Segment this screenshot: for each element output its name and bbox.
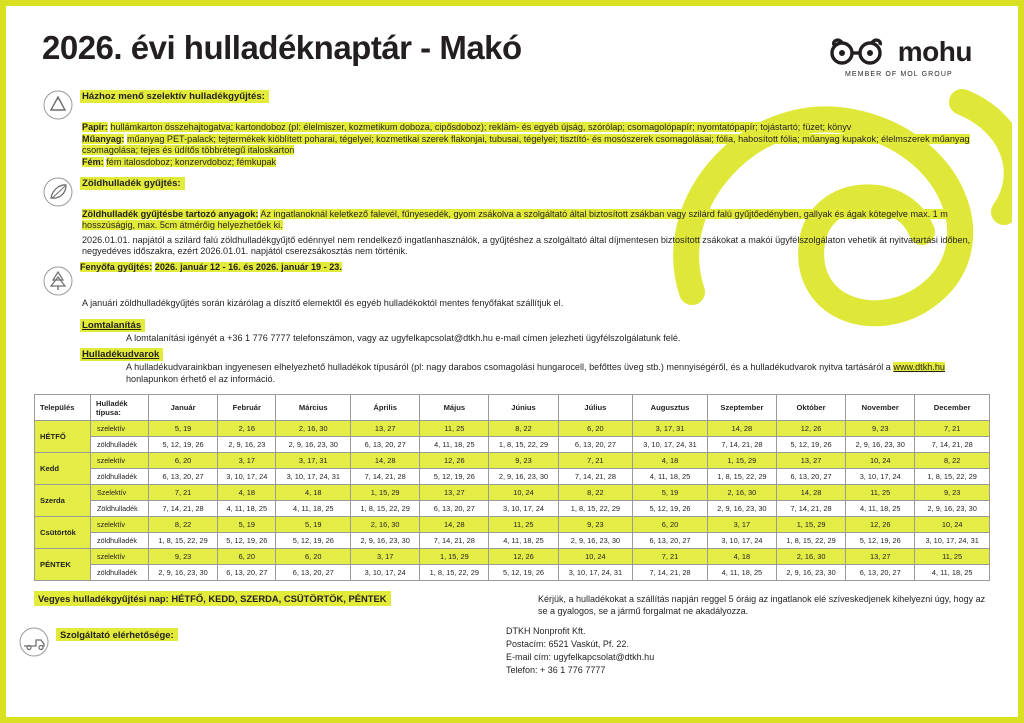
cell-date: 2, 9, 16, 23, 30	[149, 565, 218, 581]
row-type-label: Szelektív	[91, 485, 149, 501]
row-type-label: Zöldhulladék	[91, 501, 149, 517]
table-row	[35, 421, 990, 437]
row-type-label: szelektív	[91, 517, 149, 533]
th-month: Február	[218, 395, 276, 421]
section-green-waste	[36, 173, 988, 207]
green-accepted-line	[82, 209, 988, 232]
cell-date: 3, 10, 17, 24	[707, 533, 776, 549]
cell-date: 2, 16, 30	[776, 549, 845, 565]
cell-date: 6, 13, 20, 27	[351, 437, 420, 453]
cell-date: 3, 17	[218, 453, 276, 469]
cell-date: 2, 9, 16, 23, 30	[846, 437, 915, 453]
cell-date: 7, 14, 21, 28	[707, 437, 776, 453]
cell-date: 1, 8, 15, 22, 29	[915, 469, 990, 485]
cell-date: 12, 26	[776, 421, 845, 437]
label-plastic: Műanyag:	[82, 133, 125, 144]
cell-date: 1, 8, 15, 22, 29	[420, 565, 489, 581]
cell-date: 7, 21	[149, 485, 218, 501]
cell-date: 6, 20	[149, 453, 218, 469]
cell-date: 6, 13, 20, 27	[420, 501, 489, 517]
cell-date: 1, 8, 15, 22, 29	[351, 501, 420, 517]
waste-calendar-table	[34, 394, 990, 581]
text-paper: hullámkarton összehajtogatva; kartondoboz (pl: élelmiszer, kozmetikum doboza, cipősdoboz); reklám- és egyéb újság, szórólap; csomagolópapír; nyomtatópapír; tojástartó; füzet; könyv	[110, 122, 852, 132]
cell-date: 10, 24	[915, 517, 990, 533]
placement-note: Kérjük, a hulladékokat a szállítás napján reggel 5 óráig az ingatlanok elé szíveskedjenek kihelyezni úgy, hogy az se a gyalogos, se a jármű forgalmat ne akadályozza.	[538, 594, 986, 617]
th-settlement: Település	[35, 395, 91, 421]
th-month: Április	[351, 395, 420, 421]
cell-date: 5, 12, 19, 26	[489, 565, 558, 581]
row-type-label: szelektív	[91, 549, 149, 565]
cell-date: 3, 10, 17, 24	[218, 469, 276, 485]
cell-date: 6, 13, 20, 27	[776, 469, 845, 485]
cell-date: 11, 25	[420, 421, 489, 437]
cell-date: 7, 14, 21, 28	[149, 501, 218, 517]
cell-date: 11, 25	[915, 549, 990, 565]
th-month: Október	[776, 395, 845, 421]
label-pine: Fenyőfa gyűjtés:	[80, 262, 153, 272]
row-type-label: zöldhulladék	[91, 533, 149, 549]
cell-date: 6, 13, 20, 27	[276, 565, 351, 581]
page-inner	[12, 12, 1012, 711]
th-month: Május	[420, 395, 489, 421]
label-metal: Fém:	[82, 156, 104, 167]
section-title-yards: Hulladékudvarok	[80, 348, 163, 361]
table-row	[35, 453, 990, 469]
contact-icon-wrap	[12, 625, 56, 657]
cell-date: 1, 8, 15, 22, 29	[776, 533, 845, 549]
cell-date: 7, 21	[915, 421, 990, 437]
document-header	[12, 12, 1012, 78]
cell-date: 2, 9, 16, 23, 30	[276, 437, 351, 453]
cell-date: 1, 8, 15, 22, 29	[707, 469, 776, 485]
cell-date: 3, 17	[707, 517, 776, 533]
th-waste-type	[91, 395, 149, 421]
cell-date: 9, 23	[846, 421, 915, 437]
cell-date: 10, 24	[489, 485, 558, 501]
cell-date: 7, 21	[558, 453, 633, 469]
cell-date: 5, 12, 19, 26	[846, 533, 915, 549]
cell-date: 14, 28	[420, 517, 489, 533]
cell-date: 6, 13, 20, 27	[218, 565, 276, 581]
cell-date: 3, 10, 17, 24, 31	[633, 437, 708, 453]
page-title: 2026. évi hulladéknaptár - Makó	[42, 29, 522, 66]
cell-date: 7, 21	[633, 549, 708, 565]
text-plastic: műanyag PET-palack; tejtermékek kiöblített poharai, tégelyei; kozmetikai szerek flakonjai, tubusai, tégelyei; tisztító- és mosószerek csomagolásai; fólia, habosított fólia; műanyag kupakok; élelmszerek műanyag csomagolása; tejes és üdítős többrétegű italoskarton	[82, 133, 970, 156]
footer-top	[12, 581, 1012, 617]
cell-date: 2, 9, 16, 23, 30	[776, 565, 845, 581]
mixed-collection-block	[34, 589, 524, 607]
cell-date: 4, 11, 18, 25	[276, 501, 351, 517]
cell-date: 6, 13, 20, 27	[846, 565, 915, 581]
mixed-collection-label: Vegyes hulladékgyűjtési nap: HÉTFŐ, KEDD, SZERDA, CSÜTÖRTÖK, PÉNTEK	[34, 591, 391, 606]
cell-date: 5, 12, 19, 26	[633, 501, 708, 517]
cell-date: 4, 11, 18, 25	[489, 533, 558, 549]
mohu-logo	[826, 30, 986, 78]
row-type-label: szelektív	[91, 453, 149, 469]
cell-date: 13, 27	[420, 485, 489, 501]
cell-date: 5, 12, 19, 26	[218, 533, 276, 549]
cell-date: 3, 17, 31	[276, 453, 351, 469]
cell-date: 12, 26	[846, 517, 915, 533]
row-day-label: Szerda	[35, 485, 91, 517]
provider-block	[12, 625, 1012, 677]
cell-date: 4, 11, 18, 25	[420, 437, 489, 453]
cell-date: 2, 9, 16, 23, 30	[707, 501, 776, 517]
section-title-green: Zöldhulladék gyűjtés:	[80, 177, 185, 190]
cell-date: 3, 10, 17, 24	[846, 469, 915, 485]
cell-date: 9, 23	[489, 453, 558, 469]
cell-date: 12, 26	[489, 549, 558, 565]
cell-date: 3, 10, 17, 24, 31	[558, 565, 633, 581]
text-yards	[126, 362, 988, 386]
cell-date: 3, 17	[351, 549, 420, 565]
cell-date: 2, 16, 30	[351, 517, 420, 533]
cell-date: 9, 23	[149, 549, 218, 565]
leaf-icon	[43, 177, 73, 207]
cell-date: 2, 16	[218, 421, 276, 437]
table-row	[35, 485, 990, 501]
cell-date: 14, 28	[351, 453, 420, 469]
text-green-accepted: Az ingatlanoknál keletkező falevél, fűnyesedék, gyom zsákolva a szolgáltató által biztosított zsákban vagy szilárd falú gyűjtőedényben, gallyak és ágak kötegelve max. 1 m hosszúságig, max. 5cm átmérőig helyezhetőek ki.	[82, 208, 948, 231]
cell-date: 1, 15, 29	[707, 453, 776, 469]
th-month: Július	[558, 395, 633, 421]
cell-date: 8, 22	[558, 485, 633, 501]
row-day-label: Csütörtök	[35, 517, 91, 549]
cell-date: 4, 18	[276, 485, 351, 501]
row-type-label: zöldhulladék	[91, 469, 149, 485]
row-day-label: HÉTFŐ	[35, 421, 91, 453]
cell-date: 5, 19	[276, 517, 351, 533]
cell-date: 9, 23	[558, 517, 633, 533]
cell-date: 5, 12, 19, 26	[276, 533, 351, 549]
cell-date: 4, 11, 18, 25	[218, 501, 276, 517]
cell-date: 6, 13, 20, 27	[633, 533, 708, 549]
row-type-label: zöldhulladék	[91, 565, 149, 581]
table-row	[35, 533, 990, 549]
text-yards-a: A hulladékudvarainkban ingyenesen elhelyezhető hulladékok típusáról (pl: nagy darabos csomagolási hungarocell, befőttes üveg stb.) mennyiségéről, és a hulladékudvarok nyitva tartásáról a	[126, 362, 894, 373]
recycling-icon-wrap	[36, 86, 80, 120]
th-waste-type-l2: típusa:	[96, 407, 121, 417]
table-row	[35, 437, 990, 453]
th-month: Március	[276, 395, 351, 421]
section-title-selective: Házhoz menő szelektív hulladékgyűjtés:	[80, 90, 269, 103]
cell-date: 3, 10, 17, 24, 31	[276, 469, 351, 485]
cell-date: 2, 16, 30	[276, 421, 351, 437]
cell-date: 13, 27	[846, 549, 915, 565]
cell-date: 5, 12, 19, 26	[149, 437, 218, 453]
cell-date: 6, 20	[218, 549, 276, 565]
pine-tree-icon	[43, 266, 73, 296]
th-month: December	[915, 395, 990, 421]
cell-date: 5, 19	[633, 485, 708, 501]
table-row	[35, 549, 990, 565]
cell-date: 1, 15, 29	[776, 517, 845, 533]
text-pine-dates: 2026. január 12 - 16. és 2026. január 19 - 23.	[154, 262, 342, 272]
cell-date: 1, 8, 15, 22, 29	[489, 437, 558, 453]
th-month: Augusztus	[633, 395, 708, 421]
cell-date: 2, 9, 16, 23, 30	[915, 501, 990, 517]
recycle-triangle-icon	[43, 90, 73, 120]
link-dtkh-website[interactable]: www.dtkh.hu	[893, 362, 945, 373]
cell-date: 6, 20	[633, 517, 708, 533]
label-green-accepted: Zöldhulladék gyűjtésbe tartozó anyagok:	[82, 208, 259, 219]
cell-date: 7, 14, 21, 28	[776, 501, 845, 517]
cell-date: 5, 19	[149, 421, 218, 437]
section-pine-tree-collection	[36, 262, 988, 296]
calendar-table-wrap	[12, 388, 1012, 581]
contact-address: Postacím: 6521 Vaskút, Pf. 22.	[506, 639, 629, 650]
section-selective-collection	[36, 86, 988, 120]
cell-date: 7, 14, 21, 28	[915, 437, 990, 453]
row-type-label: szelektív	[91, 421, 149, 437]
label-paper: Papír:	[82, 122, 108, 132]
section-title-bulky: Lomtalanítás	[80, 319, 145, 332]
section-bulky-and-yards	[36, 315, 988, 386]
cell-date: 13, 27	[776, 453, 845, 469]
cell-date: 8, 22	[915, 453, 990, 469]
cell-date: 8, 22	[149, 517, 218, 533]
row-type-label: zöldhulladék	[91, 437, 149, 453]
selective-plastic-line	[82, 134, 988, 157]
cell-date: 7, 14, 21, 28	[633, 565, 708, 581]
cell-date: 12, 26	[420, 453, 489, 469]
cell-date: 8, 22	[489, 421, 558, 437]
selective-metal-line	[82, 157, 988, 169]
cell-date: 1, 15, 29	[351, 485, 420, 501]
th-month: Június	[489, 395, 558, 421]
text-metal: fém italosdoboz; konzervdoboz; fémkupak	[106, 156, 277, 167]
contact-phone: Telefon: + 36 1 776 7777	[506, 665, 606, 676]
cell-date: 3, 10, 17, 24	[489, 501, 558, 517]
cell-date: 2, 9, 16, 23, 30	[558, 533, 633, 549]
table-row	[35, 501, 990, 517]
cell-date: 14, 28	[776, 485, 845, 501]
cell-date: 7, 14, 21, 28	[351, 469, 420, 485]
cell-date: 4, 11, 18, 25	[915, 565, 990, 581]
cell-date: 5, 19	[218, 517, 276, 533]
provider-contact	[504, 625, 654, 677]
cell-date: 6, 13, 20, 27	[558, 437, 633, 453]
leaf-icon-wrap	[36, 173, 80, 207]
green-note: 2026.01.01. napjától a szilárd falú zöldhulladékgyűjtő edénnyel nem rendelkező ingatlanhasználók, a gyűjtéshez a szolgáltató által díjmentesen biztosított zsákokat a makói ügyfélszolgálaton vehetik át nyitvatartási időben, negyedéves időszakra, ezért 2026.01.01. napjától cserezsákosztás nem történik.	[82, 234, 971, 257]
cell-date: 3, 10, 17, 24, 31	[915, 533, 990, 549]
cell-date: 6, 20	[276, 549, 351, 565]
cell-date: 2, 9, 16, 23	[218, 437, 276, 453]
cell-date: 4, 18	[218, 485, 276, 501]
cell-date: 11, 25	[489, 517, 558, 533]
cell-date: 14, 28	[707, 421, 776, 437]
text-yards-b: honlapunkon érhető el az információ.	[126, 374, 276, 385]
cell-date: 6, 13, 20, 27	[149, 469, 218, 485]
th-month: Szeptember	[707, 395, 776, 421]
cell-date: 4, 11, 18, 25	[707, 565, 776, 581]
th-waste-type-l1: Hulladék	[96, 398, 128, 408]
table-row	[35, 517, 990, 533]
table-body	[35, 421, 990, 581]
row-day-label: Kedd	[35, 453, 91, 485]
cell-date: 6, 20	[558, 421, 633, 437]
info-sections	[12, 78, 1012, 386]
logo-wordmark: mohu	[897, 36, 972, 67]
cell-date: 4, 11, 18, 25	[633, 469, 708, 485]
cell-date: 4, 18	[633, 453, 708, 469]
cell-date: 5, 12, 19, 26	[776, 437, 845, 453]
cell-date: 4, 18	[707, 549, 776, 565]
cell-date: 1, 8, 15, 22, 29	[149, 533, 218, 549]
th-month: Január	[149, 395, 218, 421]
row-day-label: PÉNTEK	[35, 549, 91, 581]
table-row	[35, 469, 990, 485]
pine-note: A januári zöldhulladékgyűjtés során kizárólag a díszítő elemektől és egyéb hulladékoktól mentes fenyőfákat szállítjuk el.	[82, 298, 564, 308]
cell-date: 5, 12, 19, 26	[420, 469, 489, 485]
mohu-mark-icon	[826, 37, 888, 67]
cell-date: 7, 14, 21, 28	[420, 533, 489, 549]
cell-date: 1, 8, 15, 22, 29	[558, 501, 633, 517]
contact-email[interactable]: E-mail cím: ugyfelkapcsolat@dtkh.hu	[506, 652, 655, 663]
cell-date: 11, 25	[846, 485, 915, 501]
table-row	[35, 565, 990, 581]
truck-icon	[17, 627, 51, 657]
selective-paper-line	[82, 122, 988, 134]
provider-title: Szolgáltató elérhetősége:	[56, 628, 178, 641]
cell-date: 2, 16, 30	[707, 485, 776, 501]
cell-date: 2, 9, 16, 23, 30	[351, 533, 420, 549]
text-bulky: A lomtalanítási igényét a +36 1 776 7777 telefonszámon, vagy az ugyfelkapcsolat@dtkh.hu e-mail címen jelezheti ügyfélszolgálatunk felé.	[126, 332, 681, 343]
tree-icon-wrap	[36, 262, 80, 296]
cell-date: 4, 11, 18, 25	[846, 501, 915, 517]
th-month: November	[846, 395, 915, 421]
table-header-row	[35, 395, 990, 421]
cell-date: 1, 15, 29	[420, 549, 489, 565]
logo-tagline: MEMBER OF MOL GROUP	[845, 71, 953, 78]
cell-date: 3, 10, 17, 24	[351, 565, 420, 581]
cell-date: 3, 17, 31	[633, 421, 708, 437]
cell-date: 7, 14, 21, 28	[558, 469, 633, 485]
cell-date: 13, 27	[351, 421, 420, 437]
cell-date: 9, 23	[915, 485, 990, 501]
contact-company: DTKH Nonprofit Kft.	[506, 626, 586, 637]
cell-date: 10, 24	[846, 453, 915, 469]
cell-date: 10, 24	[558, 549, 633, 565]
cell-date: 2, 9, 16, 23, 30	[489, 469, 558, 485]
